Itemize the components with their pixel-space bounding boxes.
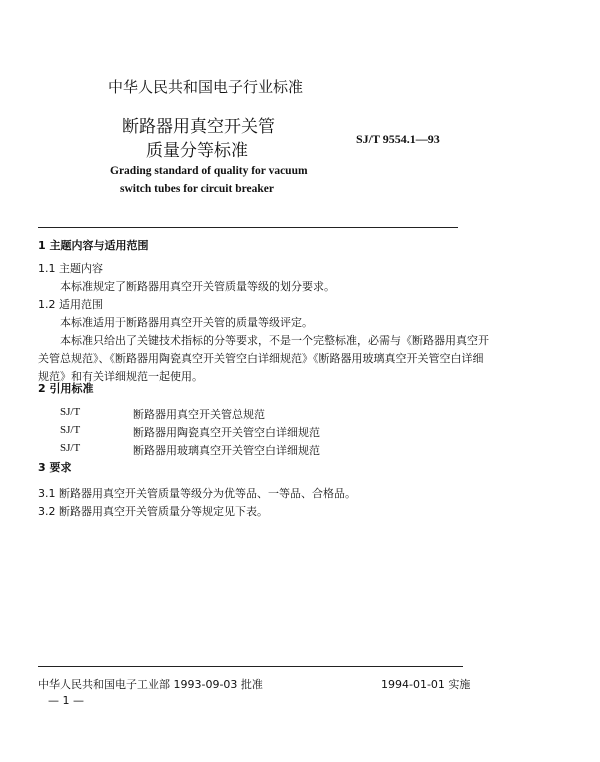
english-title-line-1: Grading standard of quality for vacuum — [110, 165, 308, 177]
ref-title: 断路器用真空开关管总规范 — [133, 408, 265, 421]
title-line-1: 断路器用真空开关管 — [122, 117, 275, 137]
section-3-heading: 3 要求 — [38, 461, 72, 474]
ref-code: SJ/T — [60, 442, 81, 454]
issuing-org: 中华人民共和国电子行业标准 — [108, 78, 304, 96]
english-title-line-2: switch tubes for circuit breaker — [120, 183, 274, 195]
section-1-2-text: 本标准只给出了关键技术指标的分等要求，不是一个完整标准，必需与《断路器用真空开 — [60, 334, 489, 347]
ref-title: 断路器用玻璃真空开关管空白详细规范 — [133, 444, 320, 457]
section-1-2-text: 关管总规范》、《断路器用陶瓷真空开关管空白详细规范》《断路器用玻璃真空开关管空白详细 — [38, 352, 484, 365]
effective-date: 1994-01-01 实施 — [381, 678, 471, 691]
page-number: — 1 — — [48, 694, 84, 707]
section-1-2-text: 规范》和有关详细规范一起使用。 — [38, 370, 203, 383]
footer-rule — [38, 666, 463, 667]
title-line-2: 质量分等标准 — [146, 141, 248, 161]
section-3-2-text: 3.2 断路器用真空开关管质量分等规定见下表。 — [38, 505, 268, 518]
ref-title: 断路器用陶瓷真空开关管空白详细规范 — [133, 426, 320, 439]
section-1-1-text: 本标准规定了断路器用真空开关管质量等级的划分要求。 — [60, 280, 335, 293]
approval-date: 中华人民共和国电子工业部 1993-09-03 批准 — [38, 678, 263, 691]
standard-code: SJ/T 9554.1—93 — [356, 132, 440, 146]
ref-code: SJ/T — [60, 424, 81, 436]
section-1-1-heading: 1.1 主题内容 — [38, 262, 103, 275]
section-2-heading: 2 引用标准 — [38, 382, 94, 395]
section-1-2-heading: 1.2 适用范围 — [38, 298, 103, 311]
ref-code: SJ/T — [60, 406, 81, 418]
header-rule — [38, 227, 458, 228]
section-1-heading: 1 主题内容与适用范围 — [38, 239, 149, 252]
section-3-1-text: 3.1 断路器用真空开关管质量等级分为优等品、一等品、合格品。 — [38, 487, 356, 500]
section-1-2-text: 本标准适用于断路器用真空开关管的质量等级评定。 — [60, 316, 313, 329]
